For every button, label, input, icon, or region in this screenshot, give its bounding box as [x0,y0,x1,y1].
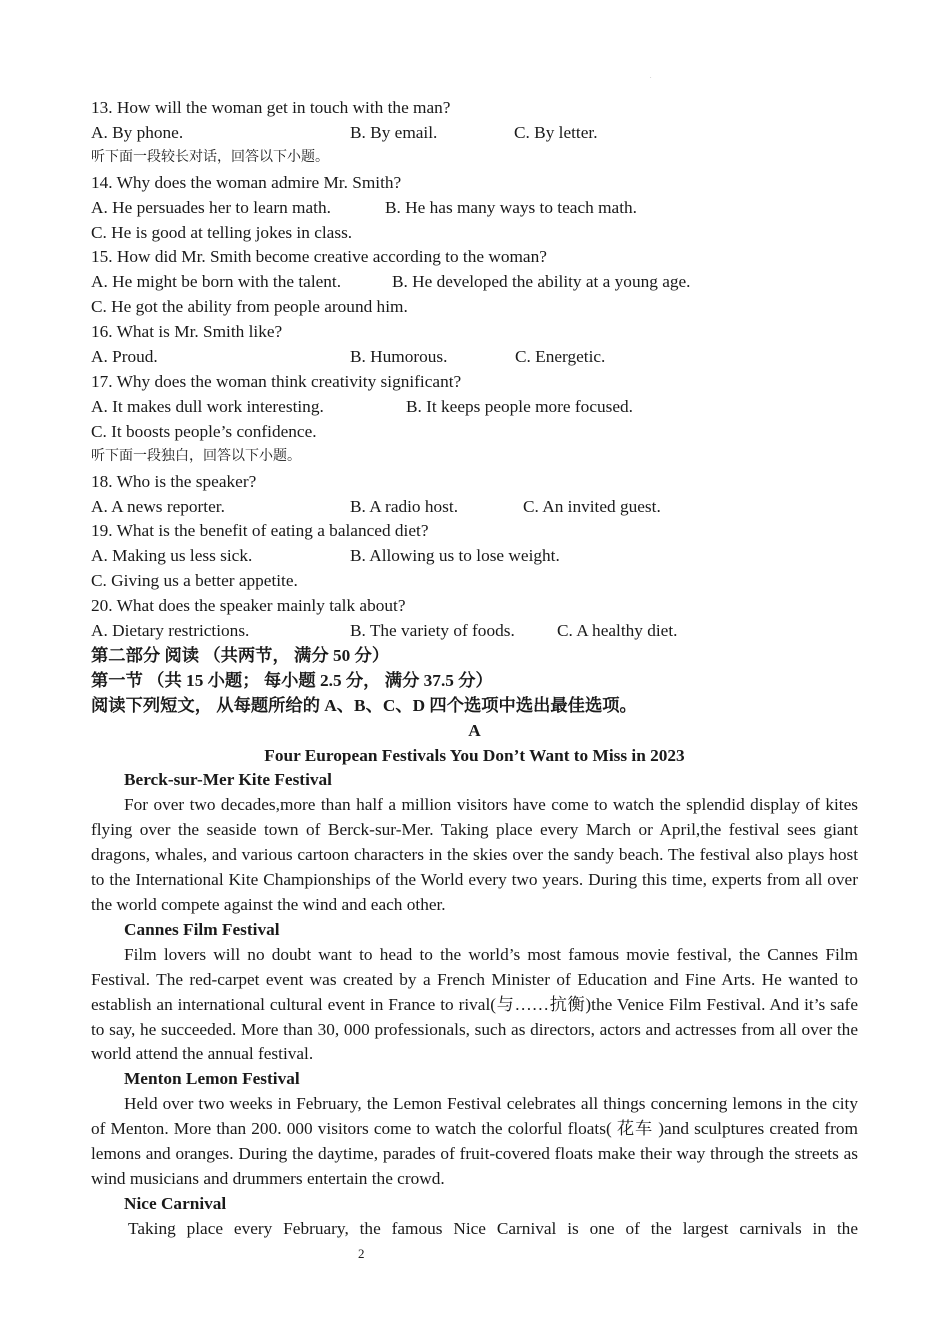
q13-option-a: A. By phone. [91,122,184,142]
q18-option-a: A. A news reporter. [91,496,225,516]
q19-options-ab [91,544,858,569]
q20-stem: 20. What does the speaker mainly talk about? [91,596,406,616]
festival-4-text: Taking place every February, the famous Nice Carnival is one of the largest carnivals in the [128,1218,858,1238]
q20-option-a: A. Dietary restrictions. [91,621,250,641]
q15-option-c: C. He got the ability from people around him. [91,297,408,317]
passage-title: Four European Festivals You Don’t Want to Miss in 2023 [264,745,685,765]
q14-stem: 14. Why does the woman admire Mr. Smith? [91,172,402,192]
q19-stem: 19. What is the benefit of eating a balanced diet? [91,521,429,541]
q19-option-c: C. Giving us a better appetite. [91,571,298,591]
q14-option-a: A. He persuades her to learn math. [91,197,331,217]
q13-option-c: C. By letter. [514,122,598,142]
long-dialogue-note: 听下面一段较长对话，回答以下小题。 [91,149,329,165]
passage-label: A [468,720,481,740]
q16-options [91,345,858,370]
q18-stem: 18. Who is the speaker? [91,471,257,491]
exam-page [91,96,858,1242]
part2-heading: 第二部分 阅读 （共两节， 满分 50 分） [91,645,390,665]
q15-option-b: B. He developed the ability at a young age. [392,272,691,292]
q19-option-b: B. Allowing us to lose weight. [350,546,560,566]
q17-option-a: A. It makes dull work interesting. [91,396,324,416]
q17-options-ab [91,395,858,420]
q19-option-a: A. Making us less sick. [91,546,253,566]
q20-option-b: B. The variety of foods. [350,621,515,641]
q20-option-c: C. A healthy diet. [557,621,678,641]
q18-option-c: C. An invited guest. [523,496,661,516]
q13-stem: 13. How will the woman get in touch with the man? [91,98,451,117]
q17-option-b: B. It keeps people more focused. [406,396,633,416]
monologue-note: 听下面一段独白，回答以下小题。 [91,448,301,464]
q13-option-b: B. By email. [350,122,438,142]
section1-heading: 第一节 （共 15 小题； 每小题 2.5 分， 满分 37.5 分） [91,670,493,690]
q15-options-ab [91,270,858,295]
q20-options [91,619,858,644]
q13-options [91,121,858,146]
q14-options-ab [91,196,858,221]
q15-stem: 15. How did Mr. Smith become creative according to the woman? [91,247,547,267]
q17-stem: 17. Why does the woman think creativity significant? [91,371,462,391]
q16-option-a: A. Proud. [91,347,158,367]
q18-options [91,495,858,520]
festival-3-text: Held over two weeks in February, the Lemon Festival celebrates all things concerning lemons in the city of Menton. More than 200. 000 visitors come to watch the colorful floats( 花车 )and sculptures created from lemons and oranges. During the daytime, parades of fruit-covered floats make their way through the streets as wind musicians and drummers entertain the crowd. [91,1094,858,1188]
q16-option-c: C. Energetic. [515,347,606,367]
top-mark: . [650,74,652,80]
festival-2-title: Cannes Film Festival [124,919,280,939]
q14-option-c: C. He is good at telling jokes in class. [91,222,353,242]
q16-stem: 16. What is Mr. Smith like? [91,322,283,342]
q18-option-b: B. A radio host. [350,496,459,516]
festival-3-title: Menton Lemon Festival [124,1069,300,1089]
festival-4-title: Nice Carnival [124,1193,227,1213]
q16-option-b: B. Humorous. [350,347,448,367]
q17-option-c: C. It boosts people’s confidence. [91,421,317,441]
q14-option-b: B. He has many ways to teach math. [385,197,637,217]
reading-instruction: 阅读下列短文， 从每题所给的 A、B、C、D 四个选项中选出最佳选项。 [91,695,637,715]
festival-1-text: For over two decades,more than half a million visitors have come to watch the splendid display of kites flying over the seaside town of Berck-sur-Mer. Taking place every March or April,the festival sees giant dragons, whales, and various cartoon characters in the skies over the sandy beach. The festival also plays host to the International Kite Championships of the World every two years. During this time, experts from all over the world compete against the wind and each other. [91,795,858,914]
festival-1-title: Berck-sur-Mer Kite Festival [124,770,332,790]
festival-2-text: Film lovers will no doubt want to head to the world’s most famous movie festival, the Cannes Film Festival. The red-carpet event was created by a French Minister of Education and Fine Arts. He wanted to establish an international cultural event in France to rival(与……抗衡)the Venice Film Festival. And it’s safe to say, he succeeded. More than 30, 000 professionals, such as directors, actors and actresses from all over the world attend the annual festival. [91,944,858,1064]
page-number: 2 [358,1246,365,1261]
q15-option-a: A. He might be born with the talent. [91,272,342,292]
